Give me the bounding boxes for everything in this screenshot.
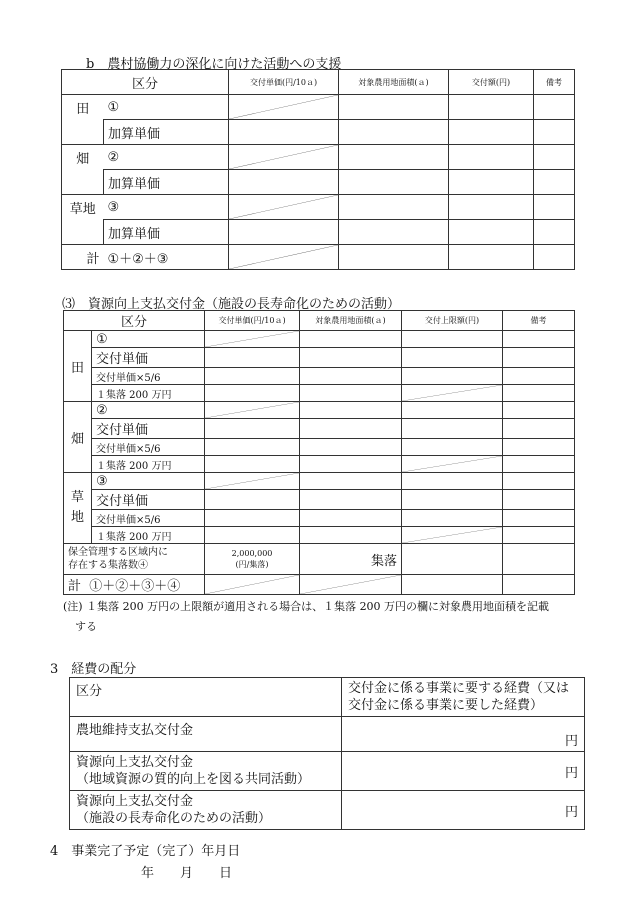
limit-cell[interactable] — [402, 331, 503, 348]
area-input-cell[interactable] — [339, 95, 449, 120]
remarks-cell[interactable] — [534, 95, 575, 120]
empty-cell — [62, 170, 104, 195]
amount-cell[interactable] — [449, 145, 534, 170]
unit-label: 集落 — [371, 553, 398, 569]
value-line: 2,000,000 — [231, 549, 273, 558]
label-line: 保全管理する区域内に — [68, 547, 168, 558]
remarks-cell[interactable] — [534, 245, 575, 270]
empty-cell — [62, 220, 104, 245]
table-row — [62, 245, 575, 270]
remarks-cell[interactable] — [503, 385, 575, 402]
yen-unit: 円 — [564, 804, 578, 820]
table-row — [70, 752, 585, 791]
unit-price-cell[interactable] — [205, 439, 300, 456]
remarks-cell[interactable] — [503, 575, 575, 595]
area-input-cell[interactable] — [339, 245, 449, 270]
expense-amount-cell[interactable] — [342, 791, 585, 830]
table-row — [70, 791, 585, 830]
settlement-count-label — [64, 544, 205, 575]
category-label — [64, 473, 92, 544]
header-kubun: 区分 — [62, 70, 229, 95]
settlement-count-cell[interactable] — [300, 544, 402, 575]
section-b-heading: b 農村協働力の深化に向けた活動への支援 — [86, 57, 342, 72]
area-input-cell[interactable] — [300, 331, 402, 348]
area-input-cell[interactable] — [300, 368, 402, 385]
remarks-cell[interactable] — [503, 439, 575, 456]
sub-label: 交付単価×5/6 — [92, 510, 205, 527]
header-kubun: 区分 — [70, 678, 342, 717]
table-row — [64, 575, 575, 595]
row-number: ② — [92, 402, 205, 419]
table-row — [64, 385, 575, 402]
amount-cell[interactable] — [449, 220, 534, 245]
limit-cell[interactable] — [402, 439, 503, 456]
remarks-cell[interactable] — [503, 544, 575, 575]
expense-label: 農地維持支払交付金 — [70, 717, 342, 752]
sub-label: １集落 200 万円 — [92, 527, 205, 544]
remarks-cell[interactable] — [534, 145, 575, 170]
area-input-cell[interactable] — [339, 120, 449, 145]
unit-price-cell[interactable] — [205, 385, 300, 402]
unit-price-cell[interactable] — [205, 510, 300, 527]
unit-price-cell[interactable] — [229, 220, 339, 245]
category-label: 草地 — [62, 195, 104, 220]
table-row — [64, 368, 575, 385]
label-line: 資源向上支払交付金 — [76, 755, 194, 770]
unit-price-cell[interactable] — [205, 456, 300, 473]
category-char: 地 — [70, 510, 84, 525]
label-line: （施設の長寿命化のための活動） — [76, 811, 272, 826]
completion-date[interactable]: 年 月 日 — [141, 866, 233, 881]
category-label: 畑 — [64, 402, 92, 473]
diagonal-cell — [205, 473, 300, 490]
limit-cell[interactable] — [402, 544, 503, 575]
table-row — [64, 510, 575, 527]
row-number: ① — [104, 95, 229, 120]
remarks-cell[interactable] — [534, 195, 575, 220]
sub-label: １集落 200 万円 — [92, 385, 205, 402]
expense-label — [70, 752, 342, 791]
limit-cell[interactable] — [402, 368, 503, 385]
table-row — [64, 331, 575, 348]
area-input-cell[interactable] — [300, 439, 402, 456]
limit-cell[interactable] — [402, 575, 503, 595]
amount-cell[interactable] — [449, 170, 534, 195]
table-row — [64, 419, 575, 439]
label-line: 資源向上支払交付金 — [76, 794, 194, 809]
header-area: 対象農用地面積(ａ) — [339, 70, 449, 95]
table-row — [64, 527, 575, 544]
total-formula: ①＋②＋③ — [104, 245, 229, 270]
limit-cell[interactable] — [402, 490, 503, 510]
area-input-cell[interactable] — [300, 527, 402, 544]
sub-label: 交付単価 — [92, 348, 205, 368]
category-label: 田 — [64, 331, 92, 402]
total-label: 計 — [68, 579, 82, 594]
table-row — [62, 95, 575, 120]
diagonal-cell — [300, 575, 402, 595]
label-line: （地域資源の質的向上を図る共同活動） — [76, 772, 311, 787]
section-3-heading: 3 経費の配分 — [50, 662, 137, 677]
table-row — [64, 544, 575, 575]
header-line: 交付金に係る事業に要する経費（又は — [348, 681, 570, 696]
remarks-cell[interactable] — [503, 490, 575, 510]
sub-label: 交付単価×5/6 — [92, 439, 205, 456]
label-line: 存在する集落数④ — [68, 560, 148, 571]
remarks-cell[interactable] — [503, 368, 575, 385]
header-amount: 交付額(円) — [449, 70, 534, 95]
sub-label: 交付単価 — [92, 490, 205, 510]
amount-cell[interactable] — [449, 195, 534, 220]
remarks-cell[interactable] — [503, 456, 575, 473]
unit-price-cell[interactable] — [205, 348, 300, 368]
limit-cell[interactable] — [402, 510, 503, 527]
area-input-cell[interactable] — [300, 490, 402, 510]
area-input-cell[interactable] — [300, 473, 402, 490]
remarks-cell[interactable] — [503, 527, 575, 544]
expense-amount-cell[interactable] — [342, 752, 585, 791]
limit-cell[interactable] — [402, 348, 503, 368]
amount-cell[interactable] — [449, 95, 534, 120]
total-formula: ①＋②＋③＋④ — [89, 579, 181, 594]
empty-cell — [62, 120, 104, 145]
header-unit-price: 交付単価(円/10ａ) — [229, 70, 339, 95]
diagonal-cell — [402, 456, 503, 473]
note-line-2: する — [75, 620, 97, 633]
amount-cell[interactable] — [449, 245, 534, 270]
table-row — [62, 220, 575, 245]
per-settlement-value — [205, 544, 300, 575]
diagonal-cell — [229, 245, 339, 270]
limit-cell[interactable] — [402, 473, 503, 490]
header-remarks: 備考 — [534, 70, 575, 95]
table-row — [64, 439, 575, 456]
area-input-cell[interactable] — [339, 145, 449, 170]
row-number: ① — [92, 331, 205, 348]
unit-price-cell[interactable] — [229, 120, 339, 145]
unit-price-cell[interactable] — [205, 419, 300, 439]
expense-table — [69, 677, 585, 830]
diagonal-cell — [205, 402, 300, 419]
yen-unit: 円 — [564, 765, 578, 781]
row-number: ② — [104, 145, 229, 170]
area-input-cell[interactable] — [300, 510, 402, 527]
diagonal-cell — [229, 195, 339, 220]
remarks-cell[interactable] — [534, 220, 575, 245]
table-row — [70, 678, 585, 717]
total-label: 計 — [62, 245, 104, 270]
table-row — [64, 490, 575, 510]
area-input-cell[interactable] — [339, 195, 449, 220]
unit-price-cell[interactable] — [205, 527, 300, 544]
section-3sub-heading: ⑶ 資源向上支払交付金（施設の長寿命化のための活動） — [62, 297, 401, 312]
header-expense — [342, 678, 585, 717]
header-area: 対象農用地面積(ａ) — [300, 311, 402, 331]
area-input-cell[interactable] — [300, 419, 402, 439]
amount-cell[interactable] — [449, 120, 534, 145]
table-row — [64, 348, 575, 368]
area-input-cell[interactable] — [339, 170, 449, 195]
remarks-cell[interactable] — [503, 348, 575, 368]
table-row — [62, 170, 575, 195]
category-char: 草 — [70, 490, 84, 505]
remarks-cell[interactable] — [503, 402, 575, 419]
diagonal-cell — [205, 575, 300, 595]
facility-table — [63, 310, 575, 595]
area-input-cell[interactable] — [339, 220, 449, 245]
support-table — [61, 69, 575, 270]
expense-amount-cell[interactable] — [342, 717, 585, 752]
category-label: 田 — [62, 95, 104, 120]
remarks-cell[interactable] — [534, 120, 575, 145]
table-row — [62, 145, 575, 170]
header-kubun: 区分 — [64, 311, 205, 331]
table-row — [64, 473, 575, 490]
category-label: 畑 — [62, 145, 104, 170]
header-limit: 交付上限額(円) — [402, 311, 503, 331]
expense-label — [70, 791, 342, 830]
section-4-heading: 4 事業完了予定（完了）年月日 — [50, 844, 241, 859]
unit-price-cell[interactable] — [229, 170, 339, 195]
yen-unit: 円 — [564, 734, 578, 749]
sub-label: 加算単価 — [104, 120, 229, 145]
header-line: 交付金に係る事業に要した経費） — [348, 698, 544, 713]
remarks-cell[interactable] — [503, 419, 575, 439]
diagonal-cell — [229, 145, 339, 170]
total-cell — [64, 575, 205, 595]
sub-label: 加算単価 — [104, 170, 229, 195]
area-input-cell[interactable] — [300, 348, 402, 368]
table-row — [64, 456, 575, 473]
diagonal-cell — [205, 331, 300, 348]
area-input-cell[interactable] — [300, 385, 402, 402]
sub-label: 交付単価 — [92, 419, 205, 439]
table-row — [70, 717, 585, 752]
sub-label: １集落 200 万円 — [92, 456, 205, 473]
table-row — [62, 120, 575, 145]
remarks-cell[interactable] — [503, 510, 575, 527]
row-number: ③ — [92, 473, 205, 490]
header-unit-price: 交付単価(円/10ａ) — [205, 311, 300, 331]
limit-cell[interactable] — [402, 419, 503, 439]
sub-label: 加算単価 — [104, 220, 229, 245]
row-number: ③ — [104, 195, 229, 220]
diagonal-cell — [402, 527, 503, 544]
remarks-cell[interactable] — [503, 331, 575, 348]
unit-price-cell[interactable] — [205, 368, 300, 385]
table-row — [64, 402, 575, 419]
sub-label: 交付単価×5/6 — [92, 368, 205, 385]
remarks-cell[interactable] — [534, 170, 575, 195]
area-input-cell[interactable] — [300, 402, 402, 419]
note-line-1: (注) １集落 200 万円の上限額が適用される場合は、１集落 200 万円の欄に対象農用地面積を記載 — [63, 600, 550, 613]
remarks-cell[interactable] — [503, 473, 575, 490]
unit-price-cell[interactable] — [205, 490, 300, 510]
limit-cell[interactable] — [402, 402, 503, 419]
diagonal-cell — [402, 385, 503, 402]
header-remarks: 備考 — [503, 311, 575, 331]
table-row — [62, 195, 575, 220]
value-line: (円/集落) — [235, 560, 269, 569]
area-input-cell[interactable] — [300, 456, 402, 473]
diagonal-cell — [229, 95, 339, 120]
